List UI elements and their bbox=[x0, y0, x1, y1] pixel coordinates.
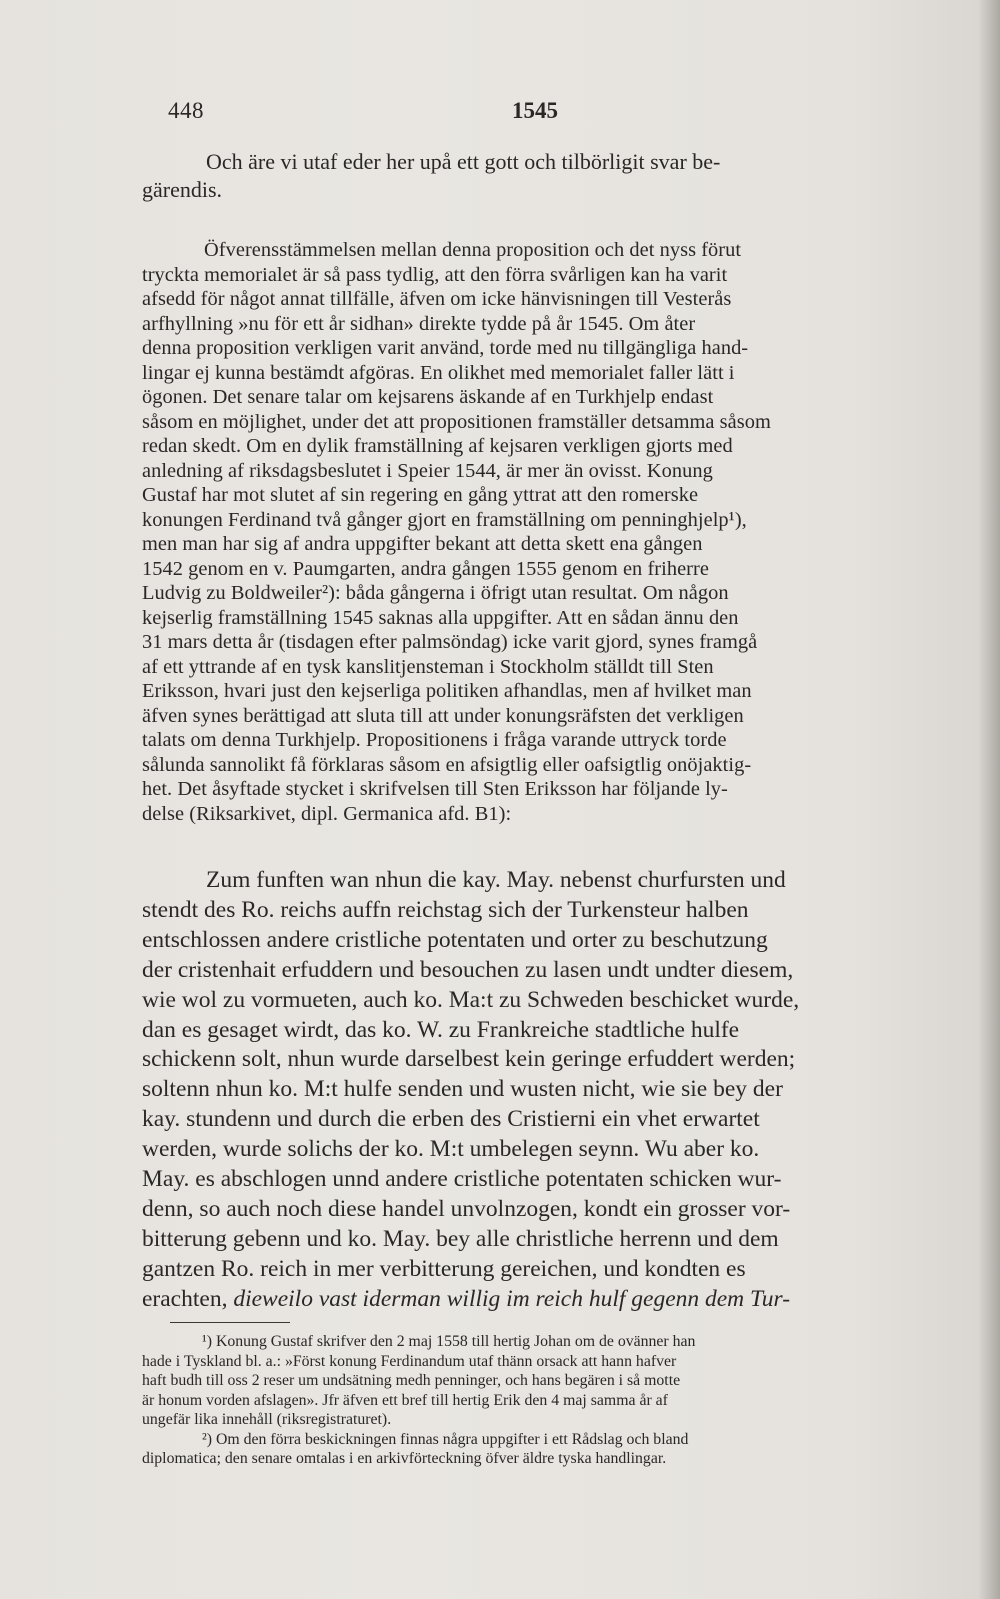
text-line: men man har sig af andra uppgifter bekant att detta skett ena gången bbox=[142, 533, 703, 555]
text-line: Gustaf har mot slutet af sin regering en gång yttrat att den romerske bbox=[142, 484, 699, 506]
page-edge-shadow bbox=[978, 0, 1000, 1599]
quote-line: kay. stundenn und durch die erben des Cristierni ein vhet erwartet bbox=[142, 1106, 760, 1133]
footnotes bbox=[142, 1332, 942, 1469]
text-line: 1542 genom en v. Paumgarten, andra gången 1555 genom en friherre bbox=[142, 557, 709, 580]
quote-line: stendt des Ro. reichs auffn reichstag sich der Turkensteur halben bbox=[142, 896, 749, 923]
quote-line: gantzen Ro. reich in mer verbitterung gereichen, und kondten es bbox=[142, 1255, 746, 1282]
quote-line-last bbox=[142, 1285, 942, 1315]
opening-paragraph bbox=[142, 148, 942, 204]
footnote-line: haft budh till oss 2 reser um undsätning medh penninger, och hans begären i så motte bbox=[142, 1372, 681, 1389]
text-line: denna proposition verkligen varit använd, torde med nu tillgängliga hand- bbox=[142, 337, 749, 359]
footnote-line: ungefär lika innehåll (riksregistraturet). bbox=[142, 1411, 392, 1428]
footnote-line: är honum vorden afslagen». Jfr äfven ett bref till hertig Erik den 4 maj samma år af bbox=[142, 1391, 668, 1409]
text-line: 31 mars detta år (tisdagen efter palmsöndag) icke varit gjord, synes framgå bbox=[142, 631, 758, 653]
text-line: delse (Riksarkivet, dipl. Germanica afd. B1): bbox=[142, 802, 512, 825]
text-line: afsedd för något annat tillfälle, äfven om icke hänvisningen till Vesterås bbox=[142, 288, 732, 310]
quote-line: denn, so auch noch diese handel unvolnzogen, kondt ein grosser vor- bbox=[142, 1195, 791, 1222]
quote-line: wie wol zu vormueten, auch ko. Ma:t zu Schweden beschicket wurde, bbox=[142, 986, 800, 1013]
quote-line: der cristenhait erfuddern und besouchen zu lasen undt undter diesem, bbox=[142, 956, 794, 983]
footnote-line: diplomatica; den senare omtalas i en arkivförteckning öfver äldre tyska handlingar. bbox=[142, 1450, 667, 1467]
quote-line: bitterung gebenn und ko. May. bey alle christliche herrenn und dem bbox=[142, 1225, 779, 1252]
text-line: redan skedt. Om en dylik framställning af kejsaren verkligen gjorts med bbox=[142, 435, 733, 457]
quote-line: dan es gesaget wirdt, das ko. W. zu Frankreiche stadtliche hulfe bbox=[142, 1016, 740, 1043]
footnote-line: hade i Tyskland bl. a.: »Först konung Ferdinandum utaf thänn orsack att hann hafver bbox=[142, 1352, 677, 1370]
text-line: gärendis. bbox=[142, 177, 223, 202]
quote-line: soltenn nhun ko. M:t hulfe senden und wusten nicht, wie sie bey der bbox=[142, 1076, 783, 1103]
text-line: Och äre vi utaf eder her upå ett gott och tilbörligit svar be- bbox=[206, 149, 721, 174]
text-line: lingar ej kunna bestämdt afgöras. En olikhet med memorialet faller lätt i bbox=[142, 361, 735, 384]
text-line: Öfverensstämmelsen mellan denna proposition och det nyss förut bbox=[204, 239, 742, 261]
quote-italic-text: dieweilo vast iderman willig im reich hulf gegenn dem Tur- bbox=[233, 1285, 791, 1312]
text-line: Eriksson, hvari just den kejserliga politiken afhandlas, men af hvilket man bbox=[142, 680, 752, 702]
text-line: talats om denna Turkhjelp. Propositionens i fråga varande uttryck torde bbox=[142, 729, 727, 751]
footnote-line: ¹) Konung Gustaf skrifver den 2 maj 1558 till hertig Johan om de ovänner han bbox=[202, 1333, 696, 1350]
text-line: arfhyllning »nu för ett år sidhan» direkte tydde på år 1545. Om åter bbox=[142, 312, 696, 335]
quote-line: schickenn solt, nhun wurde darselbest kein geringe erfuddert werden; bbox=[142, 1046, 796, 1073]
text-line: kejserlig framställning 1545 saknas alla uppgifter. Att en sådan ännu den bbox=[142, 606, 739, 629]
page-number: 448 bbox=[168, 98, 204, 123]
text-line: Ludvig zu Boldweiler²): båda gångerna i öfrigt utan resultat. Om någon bbox=[142, 582, 729, 604]
text-line: ögonen. Det senare talar om kejsarens äskande af en Turkhjelp endast bbox=[142, 386, 714, 408]
footnote-rule bbox=[170, 1322, 290, 1323]
quote-line: Zum funften wan nhun die kay. May. nebenst churfursten und bbox=[206, 867, 786, 893]
quoted-german-passage bbox=[142, 866, 942, 1315]
quote-roman-text: erachten, bbox=[142, 1285, 234, 1312]
running-head-year: 1545 bbox=[512, 98, 558, 123]
text-line: äfven synes berättigad att sluta till att under konungsräfsten det verkligen bbox=[142, 704, 744, 727]
quote-line: werden, wurde solichs der ko. M:t umbelegen seynn. Wu aber ko. bbox=[142, 1136, 760, 1163]
text-line: tryckta memorialet är så pass tydlig, att den förra svårligen kan ha varit bbox=[142, 263, 728, 286]
text-line: såsom en möjlighet, under det att propositionen framställer detsamma såsom bbox=[142, 410, 771, 433]
text-line: af ett yttrande af en tysk kanslitjensteman i Stockholm ställdt till Sten bbox=[142, 655, 714, 678]
text-line: anledning af riksdagsbeslutet i Speier 1544, är mer än ovisst. Konung bbox=[142, 459, 713, 482]
text-line: konungen Ferdinand två gånger gjort en framställning om penninghjelp¹), bbox=[142, 508, 747, 531]
quote-line: entschlossen andere cristliche potentaten und orter zu beschutzung bbox=[142, 926, 768, 953]
footnote-line: ²) Om den förra beskickningen finnas några uppgifter i ett Rådslag och bland bbox=[202, 1430, 689, 1448]
body-paragraph bbox=[142, 238, 942, 826]
page-header bbox=[168, 98, 938, 128]
quote-line: May. es abschlogen unnd andere cristliche potentaten schicken wur- bbox=[142, 1166, 782, 1193]
text-line: sålunda sannolikt få förklaras såsom en afsigtlig eller oafsigtlig onöjaktig- bbox=[142, 753, 752, 776]
text-line: het. Det åsyftade stycket i skrifvelsen till Sten Eriksson har följande ly- bbox=[142, 778, 728, 800]
